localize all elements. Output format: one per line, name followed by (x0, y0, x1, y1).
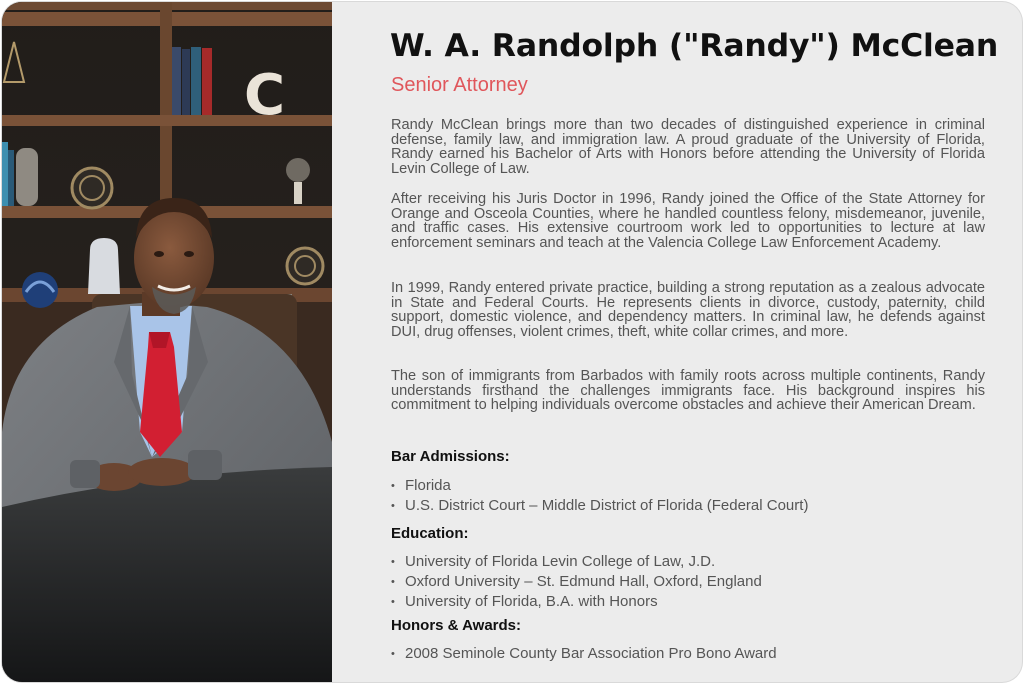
bio-paragraph-4: The son of immigrants from Barbados with family roots across multiple continents, Randy understands firsthand the challenges immigrants face. His background inspires his commitment to helping individuals overcome obstacles and achieve their American Dream. (391, 368, 985, 414)
bullet: • (391, 576, 395, 588)
bullet: • (391, 480, 395, 492)
bar-admissions-list (391, 476, 808, 516)
honors-awards-heading: Honors & Awards: (391, 617, 522, 634)
attorney-portrait-photo (2, 2, 332, 682)
bio-paragraph-3: In 1999, Randy entered private practice, building a strong reputation as a zealous advocate in State and Federal Courts. He represents clients in divorce, custody, paternity, child support, domestic violence, and dependency matters. In criminal law, he defends against DUI, drug offenses, violent crimes, theft, white collar crimes, and more. (391, 280, 985, 340)
education-label: University of Florida, B.A. with Honors (405, 593, 658, 610)
honor-label: 2008 Seminole County Bar Association Pro Bono Award (405, 645, 777, 662)
list-item (391, 592, 762, 612)
education-label: University of Florida Levin College of Law, J.D. (405, 553, 716, 570)
bar-admissions-heading: Bar Admissions: (391, 448, 510, 465)
education-heading: Education: (391, 525, 469, 542)
attorney-profile-card (2, 2, 1022, 682)
bar-admission-label: U.S. District Court – Middle District of Florida (Federal Court) (405, 497, 809, 514)
portrait-illustration (2, 2, 332, 682)
list-item (391, 572, 762, 592)
education-list (391, 552, 762, 612)
list-item (391, 496, 808, 516)
attorney-bio-panel (390, 2, 999, 682)
honors-awards-list (391, 644, 777, 664)
list-item (391, 552, 762, 572)
attorney-title: Senior Attorney (391, 74, 528, 96)
education-label: Oxford University – St. Edmund Hall, Oxford, England (405, 573, 762, 590)
bullet: • (391, 648, 395, 660)
attorney-name: W. A. Randolph ("Randy") McClean (390, 28, 999, 64)
bio-paragraph-1: Randy McClean brings more than two decades of distinguished experience in criminal defense, family law, and immigration law. A proud graduate of the University of Florida, Randy earned his Bachelor of Arts with Honors before attending the University of Florida Levin College of Law. (391, 117, 985, 177)
bullet: • (391, 596, 395, 608)
list-item (391, 476, 808, 496)
shelf-letter-decoration: C (244, 63, 286, 128)
bio-paragraph-2: After receiving his Juris Doctor in 1996, Randy joined the Office of the State Attorney for Orange and Osceola Counties, where he handled countless felony, misdemeanor, juvenile, and traffic cases. His extensive courtroom work led to opportunities to lecture at law enforcement seminars and teach at the Valencia College Law Enforcement Academy. (391, 191, 985, 251)
bar-admission-label: Florida (405, 477, 451, 494)
list-item (391, 644, 777, 664)
bullet: • (391, 500, 395, 512)
bullet: • (391, 556, 395, 568)
